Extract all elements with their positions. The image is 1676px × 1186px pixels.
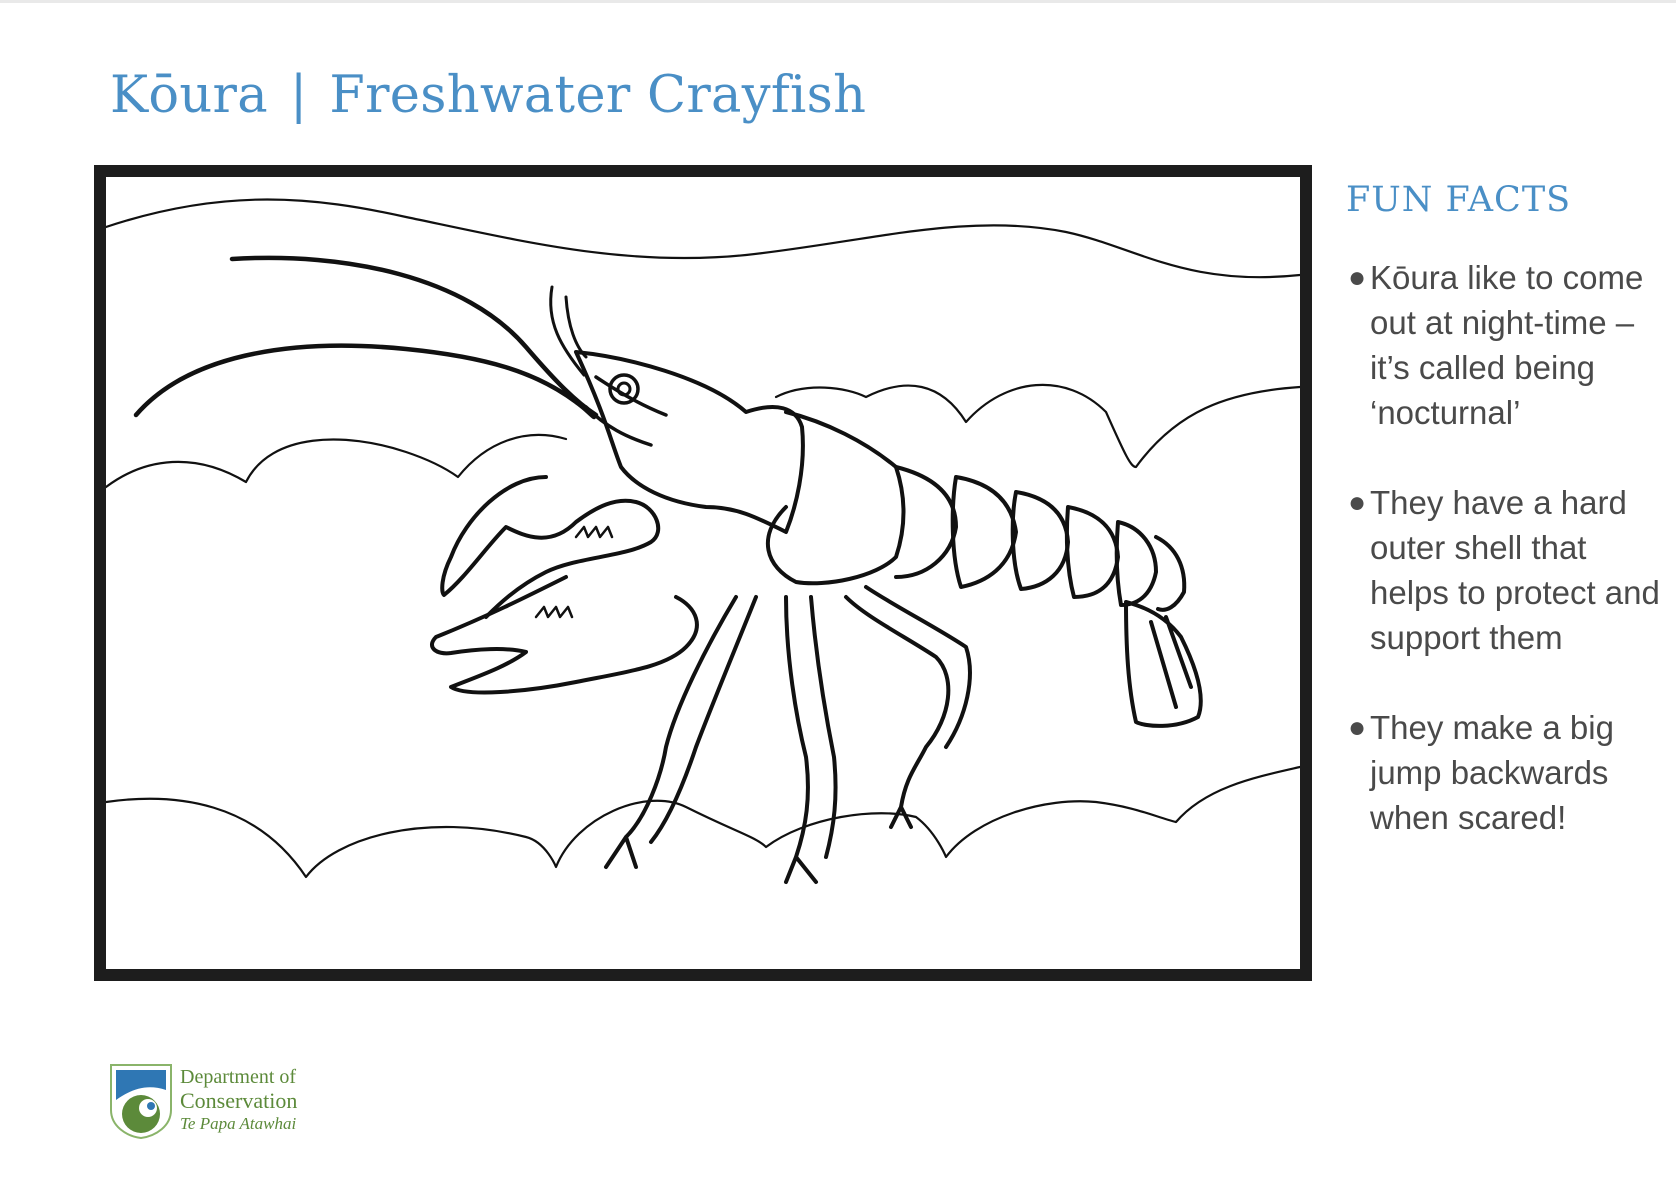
bullet-icon: ●: [1348, 711, 1367, 744]
fun-fact-text: They have a hard outer shell that helps to protect and support them: [1370, 484, 1660, 656]
leg-3: [846, 597, 948, 827]
abdomen-seg-6: [1156, 537, 1184, 610]
bullet-icon: ●: [1348, 261, 1367, 294]
logo-line-conservation: Conservation: [180, 1088, 298, 1113]
page-title: [110, 66, 866, 125]
top-edge-line: [0, 0, 1676, 3]
wave-bottom: [106, 767, 1300, 877]
abdomen-seg-3: [1013, 492, 1068, 589]
bullet-icon: ●: [1348, 486, 1367, 519]
abdomen-seg-4: [1067, 507, 1118, 597]
antenna-short: [136, 346, 594, 417]
title-separator: |: [289, 66, 308, 125]
leg-1: [606, 597, 736, 867]
carapace: [768, 412, 904, 583]
fun-fact-item: [1346, 705, 1666, 840]
colouring-frame: [94, 165, 1312, 981]
claw-upper: [442, 477, 658, 617]
fun-fact-item: [1346, 255, 1666, 435]
rostrum: [586, 377, 666, 445]
leg-2: [786, 597, 816, 882]
fun-fact-text: Kōura like to come out at night-time – it’s called being ‘nocturnal’: [1370, 259, 1644, 431]
fun-facts-list: [1346, 255, 1666, 885]
logo-line-maori: Te Papa Atawhai: [180, 1114, 297, 1133]
leg-1-inner: [651, 597, 756, 842]
logo-line-department: Department of: [180, 1066, 297, 1088]
fun-facts-heading: FUN FACTS: [1346, 180, 1572, 220]
tail-fan: [1126, 602, 1201, 726]
fun-fact-text: They make a big jump backwards when scared!: [1370, 709, 1614, 836]
doc-shield-icon: [108, 1062, 174, 1140]
title-maori-name: Kōura: [110, 66, 268, 125]
leg-3-inner: [866, 587, 970, 747]
fun-fact-item: [1346, 480, 1666, 660]
wave-top: [106, 200, 1300, 278]
antennule-2: [566, 297, 586, 357]
leg-2-inner: [811, 597, 836, 857]
crayfish-illustration: [106, 177, 1300, 969]
wave-middle: [106, 385, 1300, 487]
title-english-name: Freshwater Crayfish: [329, 66, 867, 125]
claw-lower: [432, 577, 697, 692]
doc-logo: [108, 1062, 338, 1140]
abdomen-seg-2: [953, 477, 1016, 587]
abdomen-seg-5: [1117, 522, 1156, 605]
antenna-long: [232, 258, 596, 415]
